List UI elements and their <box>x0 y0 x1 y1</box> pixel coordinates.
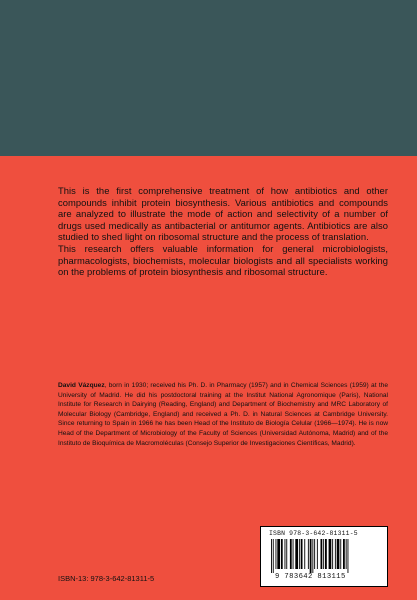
barcode-bar <box>285 539 286 569</box>
barcode-bar <box>343 539 345 569</box>
barcode-bar <box>273 539 274 573</box>
barcode-bar <box>348 539 349 573</box>
barcode-bar <box>286 539 287 569</box>
barcode-bar <box>312 539 313 573</box>
author-bio-text: , born in 1930; received his Ph. D. in Pharmacy (1957) and in Chemical Sciences (1959) at the University of Madrid. He did his postdoctoral training at the Institut National Agronomique (Paris), National Institute for Research in Dairying (Reading, England) and Department of Biochemistry and MRC Laboratory of Molecular Biology (Cambridge, England) and received a Ph. D. in Natural Sciences at Cambridge University. Since returning to Spain in 1966 he has been Head of the Instituto de Biología Celular (1966—1974). He is now Head of the Department of Microbiology of the Faculty of Sciences (Universidad Autónoma, Madrid) and of the Instituto de Bioquímica de Macromoléculas (Consejo Superior de Investigaciones Científicas, Madrid). <box>58 382 388 447</box>
barcode-bar <box>301 539 303 569</box>
barcode-number: 9 783642 813115 <box>275 573 346 581</box>
barcode-isbn-label: ISBN 978-3-642-81311-5 <box>269 530 358 537</box>
barcode-box <box>260 526 388 587</box>
barcode-bar <box>308 539 309 569</box>
top-color-band <box>0 0 417 156</box>
barcode-icon <box>269 539 381 573</box>
barcode-bar <box>335 539 336 569</box>
author-bio <box>58 381 388 448</box>
barcode-bar <box>304 539 305 569</box>
barcode-bar <box>293 539 294 569</box>
barcode-bar <box>314 539 315 569</box>
barcode-bar <box>317 539 318 569</box>
barcode-bar <box>321 539 323 569</box>
barcode-bar <box>329 539 332 569</box>
barcode-bar <box>323 539 324 569</box>
barcode-bar <box>310 539 312 573</box>
description-paragraph-1: This is the first comprehensive treatment of how antibiotics and other compounds inhibit protein biosynthesis. Various antibiotics and compounds are analyzed to illustrate the mode of action and selectivity of a number of drugs used medically as antibacterial or antitumor agents. Antibiotics are also studied to shed light on ribosomal structure and the process of translation. <box>58 185 388 243</box>
barcode-bar <box>277 539 280 569</box>
barcode-bar <box>299 539 300 569</box>
barcode-bar <box>281 539 283 569</box>
isbn-13: ISBN-13: 978-3-642-81311-5 <box>58 574 155 583</box>
barcode-bar <box>276 539 277 569</box>
author-name: David Vázquez <box>58 382 105 389</box>
barcode-bar <box>340 539 341 569</box>
barcode-bar <box>290 539 292 569</box>
description-paragraph-2: This research offers valuable information for general microbiologists, pharmacologists, biochemists, molecular biologists and all specialists working on the problems of protein biosynthesis and ribosomal structure. <box>58 242 388 278</box>
barcode-bar <box>325 539 327 569</box>
barcode-bar <box>337 539 340 569</box>
barcode-bar <box>332 539 333 569</box>
barcode-bar <box>346 539 347 569</box>
book-description <box>58 185 388 278</box>
barcode-bar <box>271 539 272 573</box>
barcode-bar <box>295 539 298 569</box>
